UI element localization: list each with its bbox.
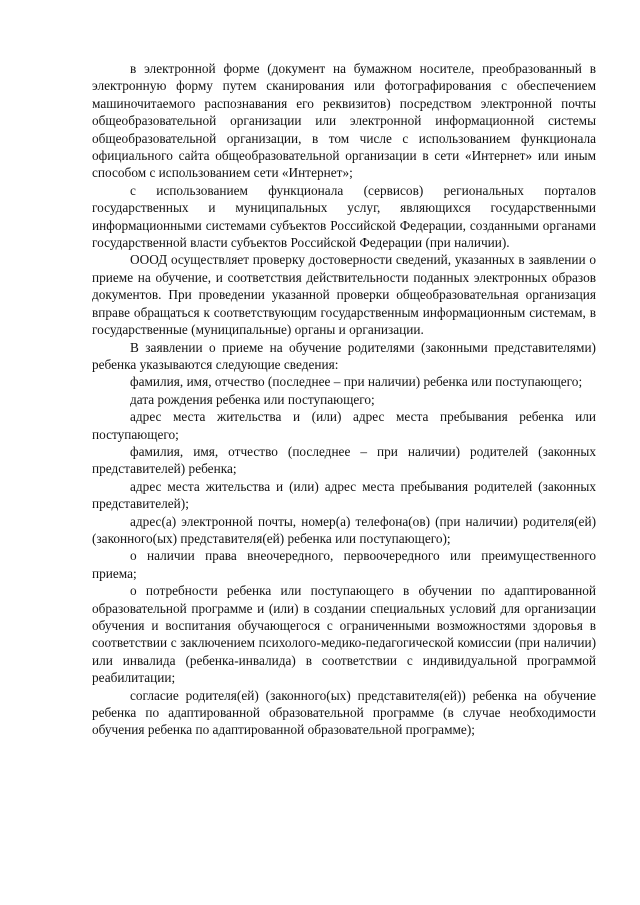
list-item-child-address: адрес места жительства и (или) адрес места пребывания ребенка или поступающего; xyxy=(92,409,596,442)
paragraph-electronic-form: в электронной форме (документ на бумажном носителе, преобразованный в электронную форму путем сканирования или фотографирования с обеспечением машиночитаемого распознавания его реквизитов) посредством электронной почты общеобразовательной организации или электронной информационной системы общеобразовательной организации, в том числе с использованием функционала официального сайта общеобразовательной организации в сети «Интернет» или иным способом с использованием сети «Интернет»; xyxy=(92,61,596,181)
list-item-child-name: фамилия, имя, отчество (последнее – при наличии) ребенка или поступающего; xyxy=(130,374,583,390)
list-item-contacts: адрес(а) электронной почты, номер(а) телефона(ов) (при наличии) родителя(ей) (законного(ых) представителя(ей) ребенка или поступающего); xyxy=(92,513,596,546)
list-item-adapted-program-need: о потребности ребенка или поступающего в обучении по адаптированной образовательной программе и (или) в создании специальных условий для организации обучения и воспитания обучающегося с ограниченными возможностями здоровья в соответствии с заключением психолого-медико-педагогической комиссии (при наличии) или инвалида (ребенка-инвалида) в соответствии с индивидуальной программой реабилитации; xyxy=(92,583,596,686)
list-item-child-birthdate: дата рождения ребенка или поступающего; xyxy=(130,391,375,407)
paragraph-application-details-intro: В заявлении о приеме на обучение родителями (законными представителями) ребенка указываются следующие сведения: xyxy=(92,339,596,372)
list-item-parent-consent: согласие родителя(ей) (законного(ых) представителя(ей)) ребенка на обучение ребенка по адаптированной образовательной программе (в случае необходимости обучения ребенка по адаптированной образовательной программе); xyxy=(92,687,596,738)
list-item-priority-right: о наличии права внеочередного, первоочередного или преимущественного приема; xyxy=(92,548,596,581)
paragraph-regional-portals: с использованием функционала (сервисов) региональных порталов государственных и муниципальных услуг, являющихся государственными информационными системами субъектов Российской Федерации, созданными органами государственной власти субъектов Российской Федерации (при наличии). xyxy=(92,182,596,251)
paragraph-verification: ОООД осуществляет проверку достоверности сведений, указанных в заявлении о приеме на обучение, и соответствия действительности поданных электронных образов документов. При проведении указанной проверки общеобразовательная организация вправе обращаться к соответствующим государственным информационным системам, в государственные (муниципальные) органы и организации. xyxy=(92,252,596,338)
list-item-parent-name: фамилия, имя, отчество (последнее – при наличии) родителей (законных представителей) ребенка; xyxy=(92,443,596,477)
list-item-parent-address: адрес места жительства и (или) адрес места пребывания родителей (законных представителей); xyxy=(92,478,596,512)
